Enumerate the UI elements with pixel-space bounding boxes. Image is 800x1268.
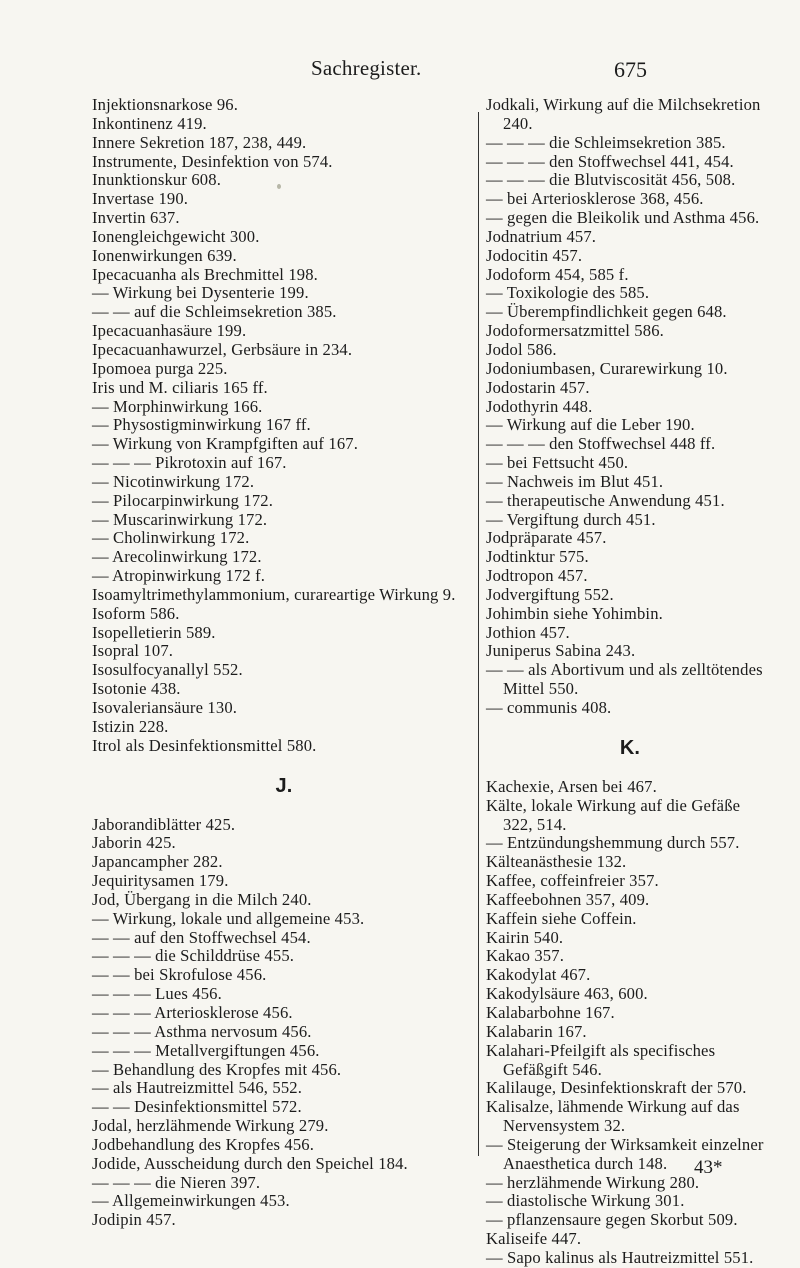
index-entry: Jodtinktur 575. [486, 547, 589, 567]
page-header [0, 56, 800, 86]
running-title: Sachregister. [311, 56, 422, 80]
index-entry: — Morphinwirkung 166. [92, 396, 263, 416]
index-entry: Ipomoea purga 225. [92, 358, 228, 378]
index-entry: Kaffein siehe Coffein. [486, 908, 637, 928]
index-entry: Kalisalze, lähmende Wirkung auf das Nervensystem 32. [486, 1097, 740, 1136]
index-entry: — herzlähmende Wirkung 280. [486, 1172, 700, 1192]
index-entry: Invertin 637. [92, 208, 180, 228]
index-entry: — Toxikologie des 585. [486, 283, 650, 303]
index-entry: Jodol 586. [486, 339, 557, 359]
index-entry: — Allgemeinwirkungen 453. [92, 1191, 290, 1211]
index-entry: — Wirkung von Krampfgiften auf 167. [92, 434, 359, 454]
index-entry: — pflanzensaure gegen Skorbut 509. [486, 1210, 738, 1230]
index-entry: — bei Arteriosklerose 368, 456. [486, 189, 704, 209]
index-entry: — — — den Stoffwechsel 441, 454. [486, 151, 734, 171]
index-entry: Iris und M. ciliaris 165 ff. [92, 377, 268, 397]
index-entry: Kakao 357. [486, 946, 564, 966]
index-entry: — Wirkung auf die Leber 190. [486, 415, 695, 435]
index-entry: — Steigerung der Wirksamkeit einzelner Anaesthetica durch 148. [486, 1134, 764, 1173]
index-entry: Juniperus Sabina 243. [486, 641, 636, 661]
index-entry: Isotonie 438. [92, 679, 181, 699]
index-entry: Johimbin siehe Yohimbin. [486, 603, 663, 623]
index-entry: Ipecacuanhasäure 199. [92, 321, 247, 341]
index-entry: Isoamyltrimethylammonium, curareartige Wirkung 9. [92, 584, 456, 604]
index-entry: Jothion 457. [486, 622, 570, 642]
index-entry: Kaliseife 447. [486, 1229, 582, 1249]
index-entry: — Vergiftung durch 451. [486, 509, 656, 529]
column-divider [478, 112, 479, 1156]
index-entry: Kaffeebohnen 357, 409. [486, 889, 650, 909]
index-entry: — — — Pikrotoxin auf 167. [92, 453, 287, 473]
index-entry: Ionenwirkungen 639. [92, 245, 237, 265]
index-entry: Isovaleriansäure 130. [92, 698, 238, 717]
index-entry: — Überempfindlichkeit gegen 648. [486, 302, 727, 322]
index-entry: Kälte, lokale Wirkung auf die Gefäße 322, 514. [486, 795, 741, 834]
index-column-right [486, 96, 774, 1268]
index-entry: — Cholinwirkung 172. [92, 528, 250, 548]
index-entry: — Sapo kalinus als Hautreizmittel 551. [486, 1247, 754, 1267]
index-entry: Isosulfocyanallyl 552. [92, 660, 243, 680]
index-entry: — Physostigminwirkung 167 ff. [92, 415, 311, 435]
index-entry: — Pilocarpinwirkung 172. [92, 490, 274, 510]
index-entry: — communis 408. [486, 698, 612, 717]
index-entry: — — auf die Schleimsekretion 385. [92, 302, 337, 322]
index-entry: — therapeutische Anwendung 451. [486, 490, 725, 510]
index-entry: Isopelletierin 589. [92, 622, 216, 642]
index-entry: — — — die Blutviscosität 456, 508. [486, 170, 736, 190]
index-column-left [92, 96, 476, 1230]
index-entry: Jaborin 425. [92, 833, 176, 853]
index-entry: — — — die Nieren 397. [92, 1172, 261, 1192]
section-letter-heading: J. [275, 774, 293, 797]
index-entry: Kachexie, Arsen bei 467. [486, 776, 657, 796]
index-entry: Kälteanästhesie 132. [486, 852, 627, 872]
index-entry: Jodal, herzlähmende Wirkung 279. [92, 1116, 329, 1136]
index-entry: Isopral 107. [92, 641, 174, 661]
index-entry: Ipecacuanhawurzel, Gerbsäure in 234. [92, 339, 353, 359]
index-entry: Innere Sekretion 187, 238, 449. [92, 132, 307, 152]
index-entry: Jodbehandlung des Kropfes 456. [92, 1134, 315, 1154]
index-entry: Jodipin 457. [92, 1210, 176, 1230]
index-entry: — Muscarinwirkung 172. [92, 509, 268, 529]
index-entry: Jodoformersatzmittel 586. [486, 321, 664, 341]
index-entry: Kaffee, coffeinfreier 357. [486, 871, 659, 891]
index-entry: Invertase 190. [92, 189, 189, 209]
index-entry: Ionengleichgewicht 300. [92, 226, 260, 246]
index-entry: — — als Abortivum und als zelltötendes Mittel 550. [486, 660, 763, 699]
index-entry: Jequiritysamen 179. [92, 871, 229, 891]
page-number: 675 [614, 57, 647, 82]
index-entry: — Nicotinwirkung 172. [92, 471, 255, 491]
index-entry: — — — die Schilddrüse 455. [92, 946, 295, 966]
sheet-signature: 43* [694, 1157, 723, 1178]
index-entry: — — — Metallvergiftungen 456. [92, 1040, 320, 1060]
index-entry: Japancampher 282. [92, 852, 223, 872]
index-entry: — — — die Schleimsekretion 385. [486, 132, 726, 152]
index-entry: — Wirkung bei Dysenterie 199. [92, 283, 309, 303]
index-entry: Jodostarin 457. [486, 377, 590, 397]
index-entry: Jodnatrium 457. [486, 226, 597, 246]
index-entry: — — — Lues 456. [92, 984, 222, 1004]
index-entry: Kairin 540. [486, 927, 564, 947]
index-entry: — Arecolinwirkung 172. [92, 547, 262, 567]
index-entry: Jod, Übergang in die Milch 240. [92, 889, 312, 909]
index-entry: — — Desinfektionsmittel 572. [92, 1097, 302, 1117]
index-entry: Inkontinenz 419. [92, 113, 207, 133]
index-entry: Inunktionskur 608. [92, 170, 221, 190]
index-entry: Kalabarin 167. [486, 1021, 587, 1041]
index-entry: — als Hautreizmittel 546, 552. [92, 1078, 303, 1098]
index-entry: — Wirkung, lokale und allgemeine 453. [92, 908, 365, 928]
index-entry: — — — Arteriosklerose 456. [92, 1002, 293, 1022]
index-entry: — — auf den Stoffwechsel 454. [92, 927, 311, 947]
index-entry: Jodoniumbasen, Curarewirkung 10. [486, 358, 728, 378]
index-entry: — — — den Stoffwechsel 448 ff. [486, 434, 716, 454]
index-entry: — bei Fettsucht 450. [486, 453, 629, 473]
index-entry: Jodide, Ausscheidung durch den Speichel 184. [92, 1153, 408, 1173]
index-entry: — gegen die Bleikolik und Asthma 456. [486, 208, 760, 228]
section-spacer [486, 760, 774, 778]
index-entry: — — bei Skrofulose 456. [92, 965, 267, 985]
index-entry: Istizin 228. [92, 716, 169, 736]
section-spacer [92, 756, 476, 774]
index-entry: Instrumente, Desinfektion von 574. [92, 151, 333, 171]
index-entry: Jodocitin 457. [486, 245, 583, 265]
index-entry: Jodkali, Wirkung auf die Milchsekretion 240. [486, 95, 761, 133]
index-entry: Jodoform 454, 585 f. [486, 264, 629, 284]
index-entry: Injektionsnarkose 96. [92, 95, 239, 114]
index-entry: Jaborandiblätter 425. [92, 814, 236, 834]
index-entry: Jodvergiftung 552. [486, 584, 614, 604]
index-entry: — diastolische Wirkung 301. [486, 1191, 685, 1211]
index-entry: Kalabarbohne 167. [486, 1002, 615, 1022]
index-entry: Kalahari-Pfeilgift als specifisches Gefäßgift 546. [486, 1040, 716, 1079]
index-entry: Itrol als Desinfektionsmittel 580. [92, 735, 317, 755]
index-entry: Jodothyrin 448. [486, 396, 593, 416]
section-spacer [486, 718, 774, 736]
index-entry: Ipecacuanha als Brechmittel 198. [92, 264, 318, 284]
index-entry: — Behandlung des Kropfes mit 456. [92, 1059, 342, 1079]
section-spacer [92, 798, 476, 816]
index-entry: Jodpräparate 457. [486, 528, 607, 548]
index-entry: — Entzündungshemmung durch 557. [486, 833, 740, 853]
section-letter-heading: K. [619, 736, 641, 759]
index-entry: — Atropinwirkung 172 f. [92, 566, 266, 586]
index-entry: — — — Asthma nervosum 456. [92, 1021, 312, 1041]
index-entry: — Nachweis im Blut 451. [486, 471, 664, 491]
index-entry: Isoform 586. [92, 603, 180, 623]
index-entry: Kalilauge, Desinfektionskraft der 570. [486, 1078, 747, 1098]
index-entry: Kakodylat 467. [486, 965, 591, 985]
index-entry: Jodtropon 457. [486, 566, 588, 586]
index-entry: Kakodylsäure 463, 600. [486, 984, 648, 1004]
